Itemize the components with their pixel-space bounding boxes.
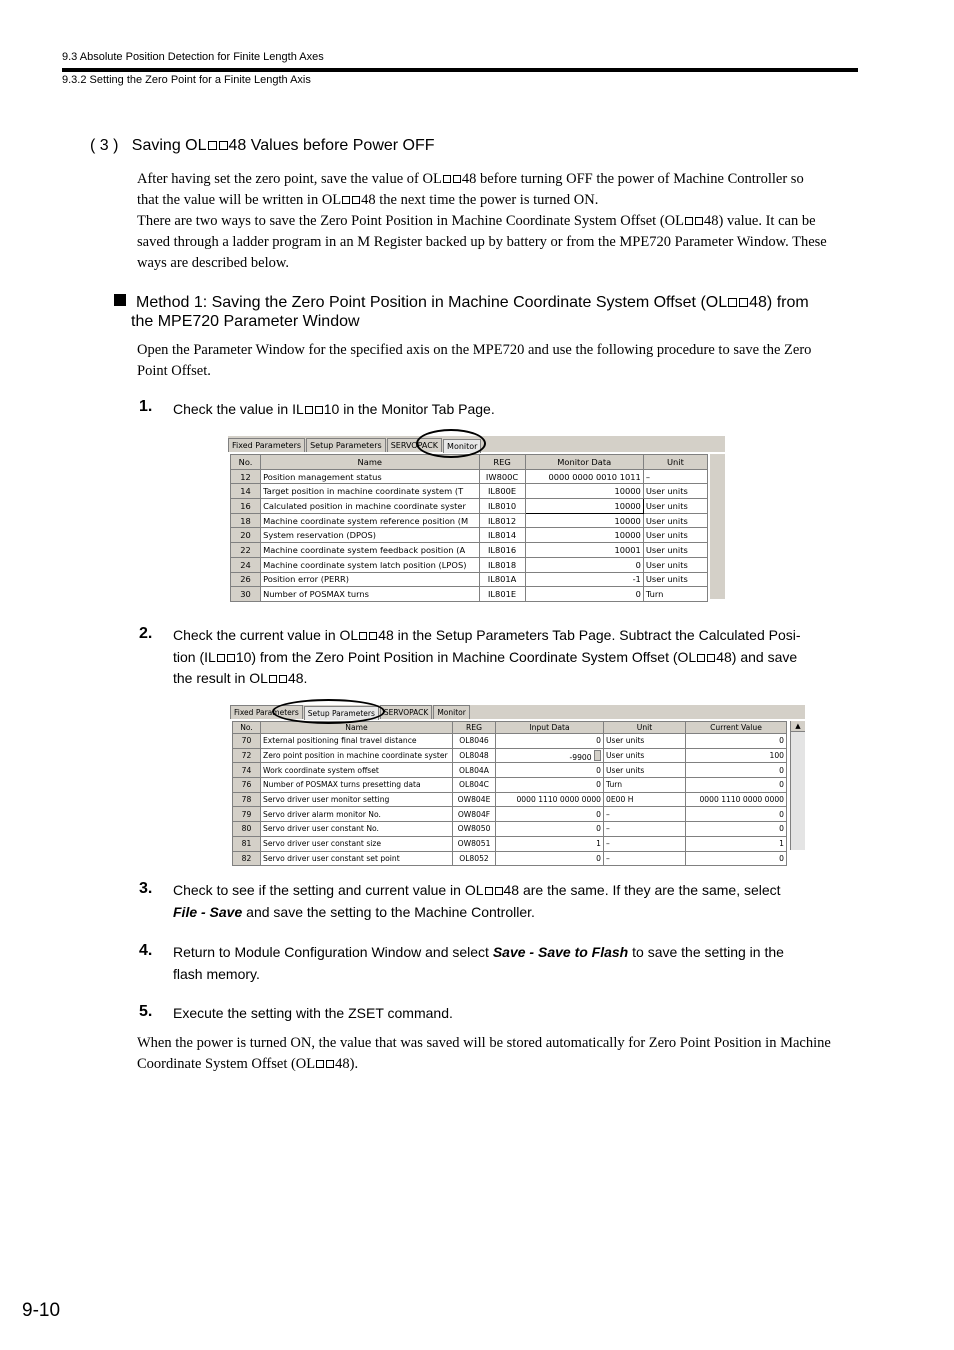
placeholder-box-icon: [453, 175, 461, 183]
table-row[interactable]: 76 Number of POSMAX turns presetting data OL804C 0 Turn 0: [233, 778, 787, 793]
step-3-text: Check to see if the setting and current value in OL 48 are the same. If they are the same, select File - Save and save the setting to the Machine Controller.: [173, 882, 781, 920]
table-side-panel: [710, 454, 725, 599]
setup-parameters-table: [232, 721, 787, 866]
table-row[interactable]: 79 Servo driver alarm monitor No. OW804F 0 – 0: [233, 807, 787, 822]
placeholder-box-icon: [305, 406, 313, 414]
input-data-stepper[interactable]: -9900: [496, 748, 604, 763]
selected-cell: 10000: [525, 499, 643, 514]
table-row[interactable]: 18 Machine coordinate system reference position (M IL8012 10000 User units: [231, 513, 708, 528]
spin-buttons-icon[interactable]: [594, 750, 601, 761]
placeholder-box-icon: [707, 654, 715, 662]
tab-fixed-parameters[interactable]: Fixed Parameters: [230, 705, 303, 719]
step-number: 5.: [139, 1003, 153, 1020]
table-row[interactable]: 72 Zero point position in machine coordinate syster OL8048 -9900 User units 100: [233, 748, 787, 763]
table-row[interactable]: 14 Target position in machine coordinate system (T IL800E 10000 User units: [231, 484, 708, 499]
placeholder-box-icon: [369, 632, 377, 640]
step-number: 1.: [139, 398, 153, 415]
table-row[interactable]: 30 Number of POSMAX turns IL801E 0 Turn: [231, 587, 708, 602]
menu-command: Save - Save to Flash: [492, 944, 629, 960]
placeholder-box-icon: [728, 298, 737, 307]
method-bullet-icon: [114, 294, 126, 306]
table-row[interactable]: 12 Position management status IW800C 0000 0000 0010 1011 –: [231, 469, 708, 484]
running-header-subsection: 9.3.2 Setting the Zero Point for a Finite Length Axis: [62, 74, 311, 86]
placeholder-box-icon: [685, 217, 693, 225]
table-row[interactable]: 81 Servo driver user constant size OW8051 1 – 1: [233, 836, 787, 851]
table-row[interactable]: 26 Position error (PERR) IL801A -1 User units: [231, 572, 708, 587]
step-number: 2.: [139, 625, 153, 642]
step-number: 3.: [139, 880, 153, 897]
placeholder-box-icon: [279, 675, 287, 683]
placeholder-box-icon: [315, 406, 323, 414]
scroll-up-icon[interactable]: ▲: [791, 721, 805, 732]
monitor-table: [230, 454, 708, 602]
step-2-text: Check the current value in OL 48 in the Setup Parameters Tab Page. Subtract the Calculated Posi- tion (IL 10) from the Zero Point Position in Machine Coordinate System Offset (OL 48) and save the result in OL 48.: [173, 627, 801, 686]
placeholder-box-icon: [326, 1060, 334, 1068]
tab-monitor[interactable]: Monitor: [443, 439, 481, 453]
column-header: Input Data: [496, 722, 604, 734]
placeholder-box-icon: [695, 217, 703, 225]
column-header: Unit: [643, 455, 707, 470]
tab-monitor[interactable]: Monitor: [433, 705, 470, 719]
section-number: ( 3 ): [90, 137, 119, 154]
placeholder-box-icon: [208, 141, 217, 150]
running-header-section: 9.3 Absolute Position Detection for Finite Length Axes: [62, 51, 324, 63]
table-row[interactable]: 70 External positioning final travel distance OL8046 0 User units 0: [233, 734, 787, 749]
table-row[interactable]: 78 Servo driver user monitor setting OW804E 0000 1110 0000 0000 0E00 H 0000 1110 0000 0000: [233, 792, 787, 807]
placeholder-box-icon: [352, 196, 360, 204]
step-5-text: Execute the setting with the ZSET command.: [173, 1005, 453, 1021]
setup-parameters-screenshot: [230, 705, 805, 863]
section-title: ( 3 ) Saving OL 48 Values before Power OFF: [90, 137, 435, 154]
column-header: Unit: [604, 722, 686, 734]
placeholder-box-icon: [485, 887, 493, 895]
tab-servopack[interactable]: SERVOPACK: [380, 705, 432, 719]
intro-paragraph: After having set the zero point, save the value of OL 48 before turning OFF the power of Machine Controller so that the value will be written in OL 48 the next time the power is turned ON. There are two ways to save the Zero Point Position in Machine Coordinate System Offset (OL 48) value. It can be saved through a ladder program in an M Register backed up by battery or from the MPE720 Parameter Window. These ways are described below.: [137, 171, 827, 271]
step-number: 4.: [139, 942, 153, 959]
step-1-text: Check the value in IL 10 in the Monitor Tab Page.: [173, 401, 495, 417]
monitor-tab-screenshot: [228, 436, 725, 599]
vertical-scrollbar[interactable]: [790, 721, 805, 850]
column-header: Name: [261, 455, 479, 470]
tab-servopack[interactable]: SERVOPACK: [387, 438, 442, 452]
step-4-text: Return to Module Configuration Window and select Save - Save to Flash to save the setting in the flash memory.: [173, 944, 784, 982]
page-number: 9-10: [22, 1300, 61, 1321]
highlight-ellipse: [416, 429, 486, 458]
placeholder-box-icon: [269, 675, 277, 683]
column-header: No.: [231, 455, 261, 470]
placeholder-box-icon: [217, 654, 225, 662]
placeholder-box-icon: [359, 632, 367, 640]
tab-setup-parameters[interactable]: Setup Parameters: [306, 438, 386, 452]
placeholder-box-icon: [443, 175, 451, 183]
menu-command: File - Save: [173, 903, 243, 920]
tab-setup-parameters[interactable]: Setup Parameters: [304, 706, 379, 720]
table-row[interactable]: 16 Calculated position in machine coordinate syster IL8010 10000 User units: [231, 499, 708, 514]
placeholder-box-icon: [316, 1060, 324, 1068]
method-heading-line1: Method 1: Saving the Zero Point Position in Machine Coordinate System Offset (OL 48) from: [136, 294, 809, 311]
placeholder-box-icon: [219, 141, 228, 150]
table-row[interactable]: 24 Machine coordinate system latch position (LPOS) IL8018 0 User units: [231, 557, 708, 572]
column-header: No.: [233, 722, 261, 734]
column-header: Name: [261, 722, 453, 734]
column-header: REG: [453, 722, 496, 734]
table-row[interactable]: 74 Work coordinate system offset OL804A 0 User units 0: [233, 763, 787, 778]
column-header: REG: [479, 455, 525, 470]
column-header: Monitor Data: [525, 455, 643, 470]
placeholder-box-icon: [227, 654, 235, 662]
header-rule: [62, 68, 858, 72]
column-header: Current Value: [686, 722, 787, 734]
table-row[interactable]: 22 Machine coordinate system feedback position (A IL8016 10001 User units: [231, 543, 708, 558]
placeholder-box-icon: [342, 196, 350, 204]
closing-paragraph: When the power is turned ON, the value that was saved will be stored automatically for Zero Point Position in Machine Coordinate System Offset (OL 48).: [137, 1035, 831, 1072]
table-row[interactable]: 80 Servo driver user constant No. OW8050 0 – 0: [233, 822, 787, 837]
tab-fixed-parameters[interactable]: Fixed Parameters: [228, 438, 305, 452]
method-heading-line2: the MPE720 Parameter Window: [131, 313, 360, 330]
table-row[interactable]: 20 System reservation (DPOS) IL8014 10000 User units: [231, 528, 708, 543]
highlight-ellipse: [272, 699, 385, 724]
placeholder-box-icon: [697, 654, 705, 662]
placeholder-box-icon: [495, 887, 503, 895]
placeholder-box-icon: [739, 298, 748, 307]
table-row[interactable]: 82 Servo driver user constant set point OL8052 0 – 0: [233, 851, 787, 866]
method-paragraph: Open the Parameter Window for the specified axis on the MPE720 and use the following procedure to save the Zero Point Offset.: [137, 342, 812, 379]
